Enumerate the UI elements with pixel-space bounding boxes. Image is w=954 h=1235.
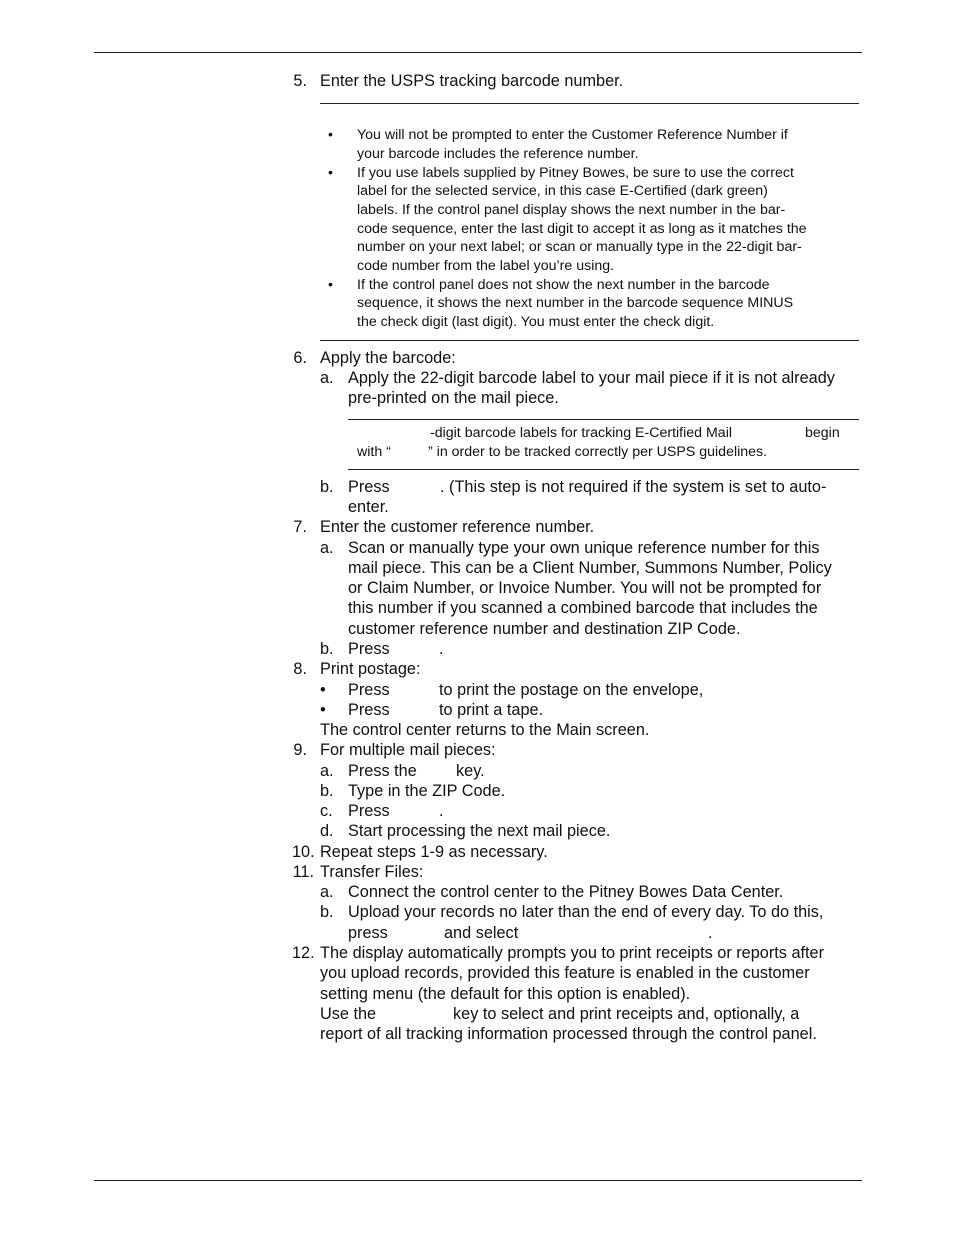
substep-text: .	[439, 802, 444, 820]
note-text: label for the selected service, in this case E-Certified (dark green)	[357, 183, 768, 199]
substep-text: Apply the 22-digit barcode label to your mail piece if it is not already	[348, 369, 835, 387]
substep-text: and select	[444, 924, 519, 942]
substep-text: Scan or manually type your own unique reference number for this	[348, 539, 820, 557]
substep-text: Connect the control center to the Pitney Bowes Data Center.	[348, 883, 784, 901]
substep-text: Press the	[348, 762, 417, 780]
note-rule-top	[348, 419, 859, 420]
step-number: 10.	[292, 843, 315, 861]
substep-mark: b.	[320, 903, 334, 921]
note-rule-bottom	[348, 469, 859, 470]
note-text: your barcode includes the reference number.	[357, 146, 639, 162]
substep-text: to print a tape.	[439, 701, 544, 719]
substep-text: to print the postage on the envelope,	[439, 681, 704, 699]
step-text: key to select and print receipts and, optionally, a	[453, 1005, 800, 1023]
bullet: •	[320, 701, 326, 719]
bullet: •	[320, 681, 326, 699]
bullet: •	[328, 277, 333, 293]
substep-text: .	[439, 640, 444, 658]
note-text: labels. If the control panel display shows the next number in the bar-	[357, 202, 786, 218]
bullet: •	[328, 165, 333, 181]
substep-text: this number if you scanned a combined barcode that includes the	[348, 599, 818, 617]
substep-text: press	[348, 924, 388, 942]
step-text: setting menu (the default for this option is enabled).	[320, 985, 691, 1003]
note-text: sequence, it shows the next number in the barcode sequence MINUS	[357, 295, 794, 311]
step-number: 9.	[293, 741, 307, 759]
step-number: 5.	[293, 72, 307, 90]
note-text: -digit barcode labels for tracking E-Certified Mail	[430, 425, 733, 441]
substep-text: or Claim Number, or Invoice Number. You will not be prompted for	[348, 579, 822, 597]
substep-text: Press	[348, 802, 390, 820]
substep-text: Press	[348, 640, 390, 658]
step-text: Enter the customer reference number.	[320, 518, 595, 536]
substep-text: enter.	[348, 498, 389, 516]
note-text: You will not be prompted to enter the Customer Reference Number if	[357, 127, 788, 143]
substep-text: Press	[348, 478, 390, 496]
substep-text: Upload your records no later than the end of every day. To do this,	[348, 903, 824, 921]
step-text: Transfer Files:	[320, 863, 424, 881]
note-rule-top	[320, 103, 859, 104]
note-text: number on your next label; or scan or manually type in the 22-digit bar-	[357, 239, 802, 255]
substep-mark: b.	[320, 640, 334, 658]
step-text: report of all tracking information processed through the control panel.	[320, 1025, 817, 1043]
note-text: begin	[805, 425, 840, 441]
step-number: 7.	[293, 518, 307, 536]
step-text: The display automatically prompts you to print receipts or reports after	[320, 944, 825, 962]
step-text: For multiple mail pieces:	[320, 741, 496, 759]
substep-mark: d.	[320, 822, 334, 840]
substep-text: mail piece. This can be a Client Number, Summons Number, Policy	[348, 559, 832, 577]
step-text: Apply the barcode:	[320, 349, 456, 367]
substep-mark: a.	[320, 883, 334, 901]
substep-text: customer reference number and destination ZIP Code.	[348, 620, 741, 638]
footer-rule	[94, 1180, 862, 1181]
step-number: 8.	[293, 660, 307, 678]
note-text: ” in order to be tracked correctly per USPS guidelines.	[428, 444, 768, 460]
substep-text: Press	[348, 701, 390, 719]
substep-text: pre-printed on the mail piece.	[348, 389, 559, 407]
step-text: Enter the USPS tracking barcode number.	[320, 72, 624, 90]
step-text: The control center returns to the Main screen.	[320, 721, 650, 739]
substep-text: Start processing the next mail piece.	[348, 822, 611, 840]
note-text: code number from the label you’re using.	[357, 258, 615, 274]
step-number: 12.	[292, 944, 315, 962]
bullet: •	[328, 127, 333, 143]
substep-text: Press	[348, 681, 390, 699]
substep-mark: b.	[320, 782, 334, 800]
substep-text: key.	[456, 762, 485, 780]
substep-mark: a.	[320, 539, 334, 557]
step-text: Use the	[320, 1005, 377, 1023]
note-rule-bottom	[320, 340, 859, 341]
step-text: Print postage:	[320, 660, 421, 678]
substep-mark: c.	[320, 802, 333, 820]
note-text: code sequence, enter the last digit to accept it as long as it matches the	[357, 221, 807, 237]
step-text: you upload records, provided this feature is enabled in the customer	[320, 964, 810, 982]
substep-text: Type in the ZIP Code.	[348, 782, 506, 800]
note-text: the check digit (last digit). You must enter the check digit.	[357, 314, 715, 330]
substep-mark: a.	[320, 762, 334, 780]
step-text: Repeat steps 1-9 as necessary.	[320, 843, 548, 861]
substep-mark: a.	[320, 369, 334, 387]
note-text: with “	[357, 444, 391, 460]
substep-mark: b.	[320, 478, 334, 496]
note-text: If you use labels supplied by Pitney Bowes, be sure to use the correct	[357, 165, 794, 181]
substep-text: .	[708, 924, 713, 942]
substep-text: . (This step is not required if the system is set to auto-	[440, 478, 827, 496]
note-text: If the control panel does not show the next number in the barcode	[357, 277, 770, 293]
step-number: 11.	[292, 863, 314, 881]
step-number: 6.	[293, 349, 307, 367]
header-rule	[94, 52, 862, 53]
